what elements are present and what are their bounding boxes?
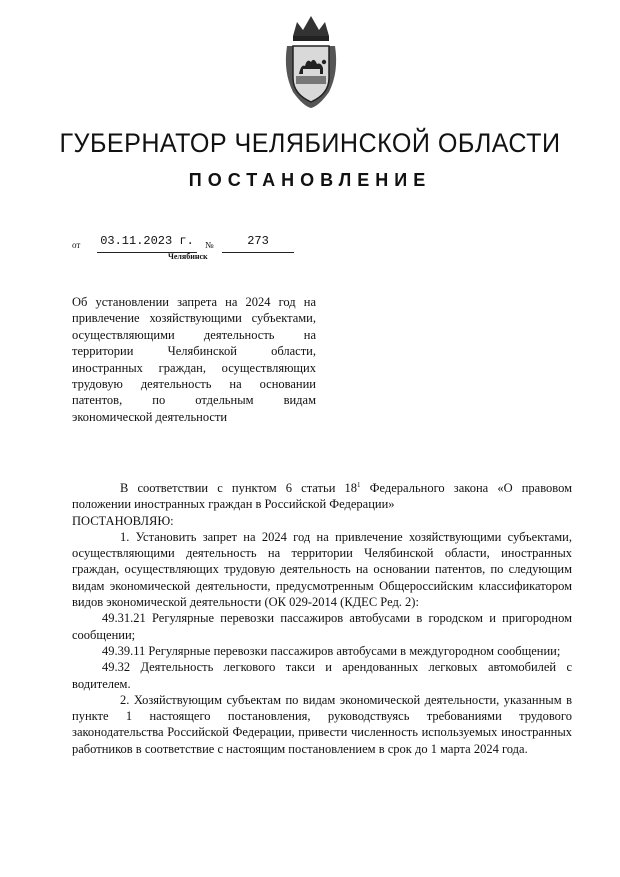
document-number: 273 [222,234,294,253]
document-type: ПОСТАНОВЛЕНИЕ [188,170,432,190]
document-body [72,477,572,757]
activity-code-1: 49.31.21 Регулярные перевозки пассажиров автобусами в городском и пригородном сообщении; [72,611,572,642]
item-2-paragraph: 2. Хозяйствующим субъектам по видам экономической деятельности, указанным в пункте 1 настоящего постановления, руководствуясь требованиями трудового законодательства Российской Федерации, привести численность используемых иностранных работников в соответствие с настоящим постановлением в срок до 1 марта 2024 года. [72,692,572,756]
preamble-paragraph: В соответствии с пунктом 6 статьи $18^1$ Федерального закона «О правовом положении иностранных граждан в Российской Федерации» [72,481,573,512]
number-label: № [205,240,214,250]
chelyabinsk-coat-of-arms-icon [283,12,339,110]
document-subject: Об установлении запрета на 2024 год на привлечение хозяйствующими субъектами, осуществляющими деятельность на территории Челябинской области, иностранных граждан, осуществляющих трудовую деятельность на основании патентов, по отдельным видам экономической деятельности [72,295,316,424]
activity-code-2: 49.39.11 Регулярные перевозки пассажиров автобусами в междугородном сообщении; [102,643,561,658]
item-1-paragraph: 1. Установить запрет на 2024 год на привлечение хозяйствующими субъектами, осуществляющими деятельность на территории Челябинской области, иностранных граждан, осуществляющих трудовую деятельность на основании патентов, по следующим видам экономической деятельности, предусмотренным Общероссийским классификатором видов экономической деятельности (ОК 029-2014 (КДЕС Ред. 2): [72,529,572,610]
issuing-authority: ГУБЕРНАТОР ЧЕЛЯБИНСКОЙ ОБЛАСТИ [59,128,561,158]
decree-word: ПОСТАНОВЛЯЮ: [72,513,174,528]
city-name: Челябинск [168,252,208,261]
footnote-superscript: 1 [357,481,361,489]
document-date: 03.11.2023 г. [97,234,197,253]
activity-code-3: 49.32 Деятельность легкового такси и арендованных легковых автомобилей с водителем. [72,660,572,691]
date-prefix-label: от [72,240,81,250]
